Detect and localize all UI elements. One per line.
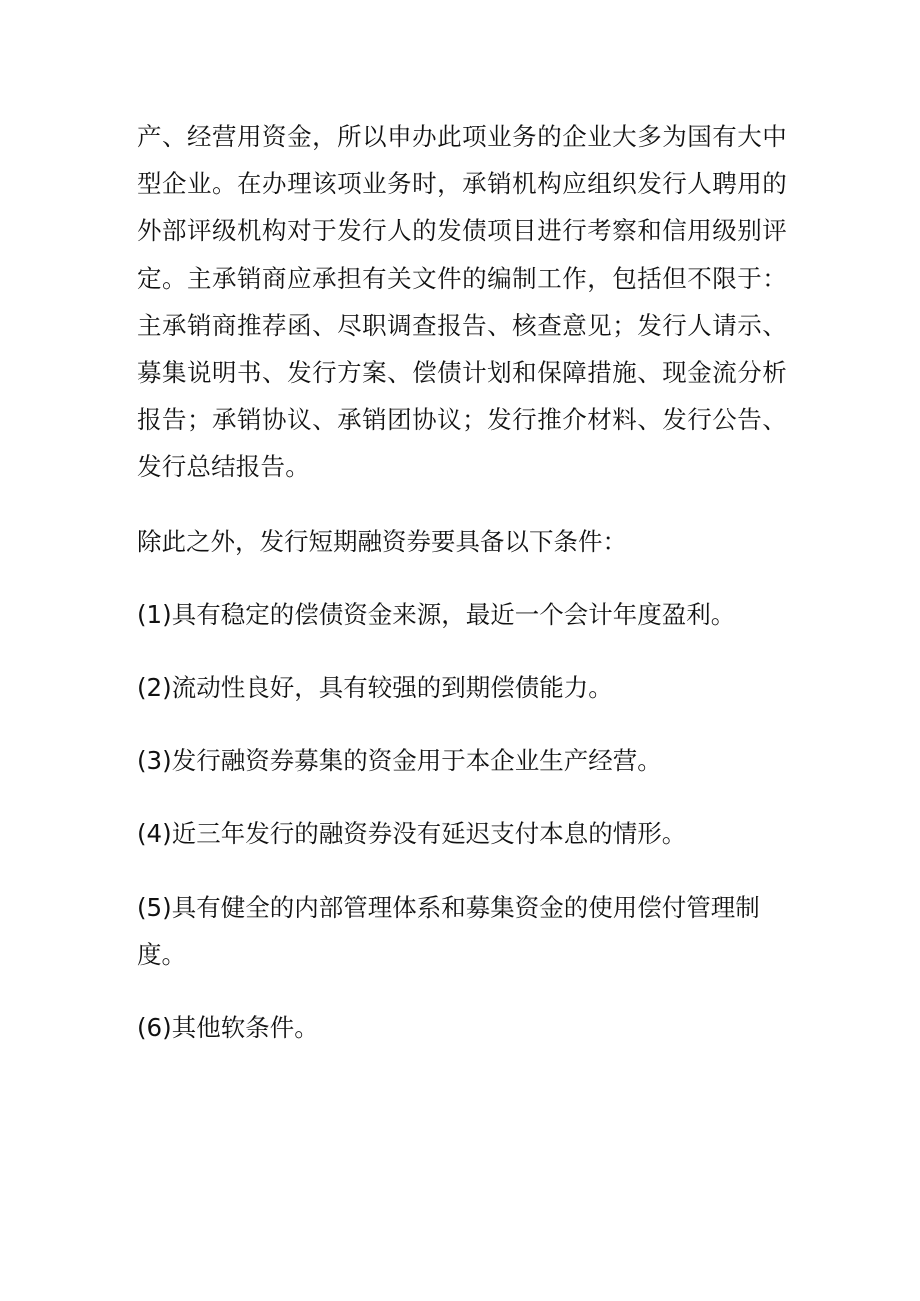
condition-item-3: (3)发行融资券募集的资金用于本企业生产经营。 [137, 746, 662, 776]
document-body [137, 113, 787, 1051]
condition-item-2: (2)流动性良好，具有较强的到期偿债能力。 [137, 673, 613, 703]
main-paragraph: 产、经营用资金，所以申办此项业务的企业大多为国有大中型企业。在办理该项业务时，承销机构应组织发行人聘用的外部评级机构对于发行人的发债项目进行考察和信用级别评定。主承销商应承担有关文件的编制工作，包括但不限于：主承销商推荐函、尽职调查报告、核查意见；发行人请示、募集说明书、发行方案、偿债计划和保障措施、现金流分析报告；承销协议、承销团协议；发行推介材料、发行公告、发行总结报告。 [137, 122, 787, 482]
condition-item-1: (1)具有稳定的偿债资金来源，最近一个会计年度盈利。 [137, 599, 736, 629]
condition-item-6: (6)其他软条件。 [137, 1013, 319, 1043]
condition-item-5: (5)具有健全的内部管理体系和募集资金的使用偿付管理制度。 [137, 892, 760, 969]
conditions-intro: 除此之外，发行短期融资券要具备以下条件： [137, 526, 627, 556]
condition-item-4: (4)近三年发行的融资券没有延迟支付本息的情形。 [137, 819, 687, 849]
